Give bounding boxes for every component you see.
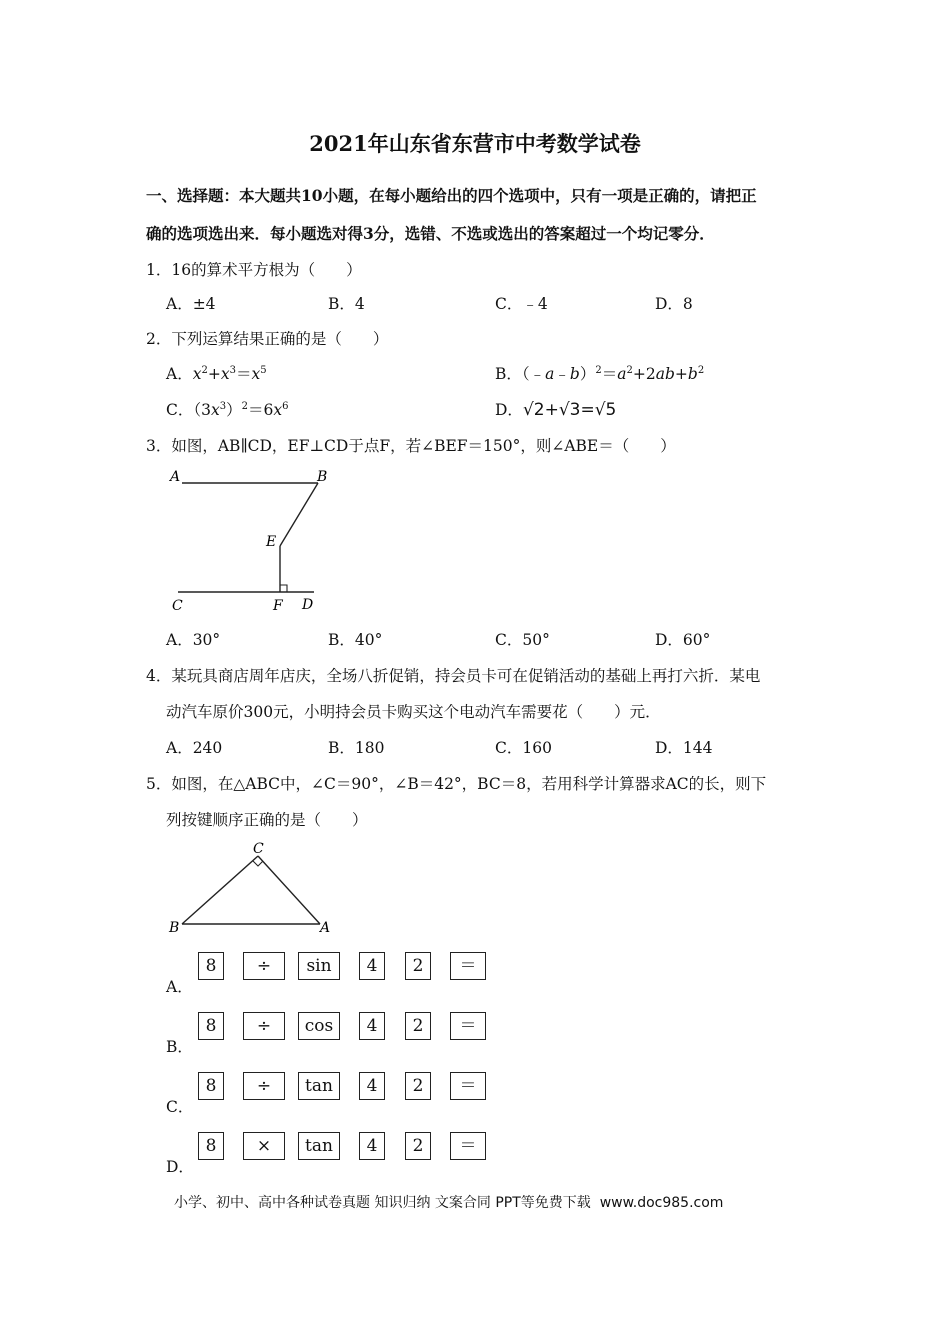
side-ca — [258, 856, 320, 924]
vertex-label-b: B — [169, 920, 180, 936]
section-instruction-line1: 一、选择题：本大题共10小题，在每小题给出的四个选项中，只有一项是正确的，请把正 — [146, 186, 757, 205]
q3-stem: 3．如图，AB∥CD，EF⊥CD于点F，若∠BEF＝150°，则∠ABE＝（ ） — [146, 437, 676, 455]
footer — [174, 1192, 723, 1212]
key: 4 — [359, 1012, 385, 1040]
key: × — [243, 1132, 285, 1160]
point-label-d: D — [302, 597, 314, 613]
right-angle-mark — [280, 585, 287, 592]
q2-option-b: B．$(﹣a﹣b)^2=a^2+2ab+b^2$ — [495, 364, 705, 383]
q4-line1: 4．某玩具商店周年店庆，全场八折促销，持会员卡可在促销活动的基础上再打六折．某电 — [146, 667, 761, 685]
vertex-label-a: A — [320, 920, 331, 936]
key: sin — [298, 952, 340, 980]
q4-option-c: C．160 — [495, 739, 552, 757]
key: ＝ — [450, 952, 486, 980]
q3-option-d: D．60° — [655, 631, 711, 649]
q5-line1: 5．如图，在△ABC中，∠C＝90°，∠B＝42°，BC＝8，若用科学计算器求AC的长，则下 — [146, 775, 767, 793]
key: 8 — [198, 1012, 224, 1040]
q4-line2: 动汽车原价300元，小明持会员卡购买这个电动汽车需要花（ ）元． — [166, 703, 661, 721]
q2-option-d: D．√2+√3=√5 — [495, 400, 617, 420]
key: 4 — [359, 952, 385, 980]
key: tan — [298, 1072, 340, 1100]
q5-line2: 列按键顺序正确的是（ ） — [166, 811, 368, 829]
point-label-a: A — [170, 469, 181, 485]
key: ÷ — [243, 952, 285, 980]
key: 2 — [405, 952, 431, 980]
point-label-c: C — [172, 598, 183, 614]
q1-option-a: A．±4 — [166, 295, 216, 313]
q2-option-a: A．$x^2+x^3=x^5$ — [166, 364, 267, 383]
point-label-b: B — [317, 469, 328, 485]
footer-text: 小学、初中、高中各种试卷真题 知识归纳 文案合同 PPT等免费下载 — [174, 1195, 591, 1211]
point-label-e: E — [266, 534, 277, 550]
q3-figure — [160, 460, 340, 620]
right-angle-mark — [253, 861, 263, 866]
q1-option-b: B．4 — [328, 295, 365, 313]
q3-option-b: B．40° — [328, 631, 383, 649]
key: ＝ — [450, 1072, 486, 1100]
q5-figure — [160, 836, 350, 940]
q1-option-c: C．﹣4 — [495, 295, 548, 313]
q1-option-d: D．8 — [655, 295, 693, 313]
key: ÷ — [243, 1012, 285, 1040]
q3-option-c: C．50° — [495, 631, 550, 649]
key: cos — [298, 1012, 340, 1040]
q2-option-c: C．$(3x^3)^2=6x^6$ — [166, 400, 289, 419]
key: ÷ — [243, 1072, 285, 1100]
q4-option-a: A．240 — [166, 739, 223, 757]
q5-option-c-label: C． — [166, 1098, 194, 1116]
line-be — [280, 483, 318, 546]
q4-option-b: B．180 — [328, 739, 385, 757]
key: ＝ — [450, 1132, 486, 1160]
q2-stem: 2．下列运算结果正确的是（ ） — [146, 330, 389, 348]
key: 2 — [405, 1132, 431, 1160]
key: ＝ — [450, 1012, 486, 1040]
q5-option-b-label: B． — [166, 1038, 193, 1056]
q4-option-d: D．144 — [655, 739, 713, 757]
key: 8 — [198, 1132, 224, 1160]
key: 8 — [198, 1072, 224, 1100]
key: 4 — [359, 1132, 385, 1160]
vertex-label-c: C — [253, 841, 264, 857]
key: 4 — [359, 1072, 385, 1100]
footer-url[interactable]: www.doc985.com — [599, 1195, 724, 1211]
key: 8 — [198, 952, 224, 980]
page-title: 2021年山东省东营市中考数学试卷 — [309, 131, 641, 156]
key: 2 — [405, 1012, 431, 1040]
key: tan — [298, 1132, 340, 1160]
sqrt-expression: √2+√3=√5 — [522, 400, 617, 420]
q3-option-a: A．30° — [166, 631, 221, 649]
key: 2 — [405, 1072, 431, 1100]
point-label-f: F — [273, 598, 283, 614]
side-bc — [182, 856, 258, 924]
section-instruction-line2: 确的选项选出来．每小题选对得3分，选错、不选或选出的答案超过一个均记零分． — [146, 224, 715, 243]
q5-option-d-label: D． — [166, 1158, 194, 1176]
q5-option-a-label: A． — [166, 978, 193, 996]
q1-stem: 1．16的算术平方根为（ ） — [146, 261, 362, 279]
